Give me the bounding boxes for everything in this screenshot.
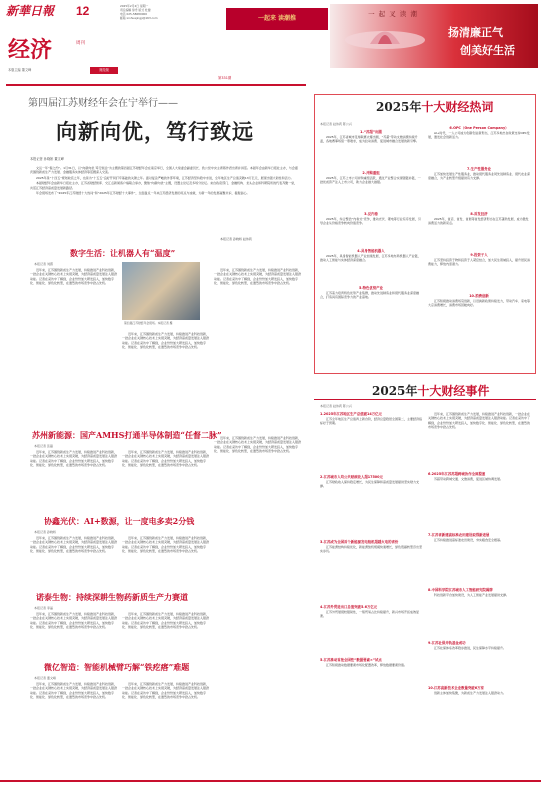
- page-number: 12: [76, 4, 90, 18]
- issue-number: 第331期: [218, 76, 232, 80]
- event-text: 江苏外贸展现较强韧性，一般贸易占比持续提升，新兴市场开拓成效显著。: [320, 610, 420, 619]
- hot-words-byline: 本报记者 赵伟莉 陈公兴: [320, 122, 352, 126]
- hot-word-text: 2025年，首店、首发、首展等首发经济形态在江苏蓬勃发展，成为激发消费活力的新亮点。: [428, 217, 529, 226]
- banner-slogan-1: 扬清廉正气: [448, 26, 503, 39]
- event-title: 10.江苏高新技术企业数量突破6万家: [428, 686, 484, 690]
- footer-rule: [0, 780, 541, 782]
- article-body: 近年来，江苏围绕新质生产力发展，持续推进产业科技创新，一批企业在关键核心技术上实现突破，为经济高质量发展注入强劲动能。记者在采访中了解到，企业纷纷加大研发投入，加快数字化、智能化、绿色化转型，在激烈的市场竞争中抢占先机。: [30, 268, 118, 286]
- hot-word-text: 2025年，江苏省城市足球联赛火爆出圈，“苏超”带动文旅消费持续升温，各地赛事场馆一票难求，成为拉动消费、促进城市融合发展的新引擎。: [320, 135, 420, 144]
- event-title: 7.江苏省新建高标准农田建设取得新进展: [428, 533, 490, 537]
- article-byline: 本报记者 董文峰: [34, 676, 56, 680]
- meta-line: 责任编辑 徐舟 版式 杜健: [120, 8, 151, 12]
- event-text: 江苏能源结构持续优化，新能源装机规模快速增长，绿色低碳转型迈出坚实步伐。: [320, 545, 422, 554]
- hot-word-text: 2025年，综合整治“内卷式”竞争，推动光伏、锂电等行业有序发展，引导企业从价格竞争转向价值竞争。: [320, 217, 421, 226]
- meta-line: 2025年2月2日 星期一: [120, 4, 149, 8]
- banner-title: 一 起 叉 读 潮: [368, 10, 418, 18]
- newspaper-logo: 新華日報: [6, 4, 55, 18]
- events-column-right: [428, 412, 530, 721]
- event-title: 9.江苏社保并轨基金成功: [428, 641, 466, 645]
- hot-word-title: 5.特色优势产业: [359, 286, 383, 290]
- paragraph: 本届财经年会由新华日报社主办，江苏省财经智库、交汇点新闻客户端联合承办，聚焦“向新向优”主题，设置主论坛及多场分论坛。来自政府部门、金融机构、龙头企业和科研院所的代表齐聚一堂，共话江苏经济高质量发展新路径。: [30, 181, 298, 190]
- hot-word-text: 江苏加快发展生产性服务业，推动现代服务业同先进制造业、现代农业深度融合，为产业转型升级提供有力支撑。: [428, 172, 530, 181]
- hot-word-text: 江苏积极推动消费场景创新，以旧换新政策持续发力，带动汽车、家电等大宗消费增长，消费市场回暖向好。: [428, 299, 530, 308]
- event-title: 2.江苏城市人均公共财政收入超17500元: [320, 475, 383, 479]
- article-body: 近年来，江苏围绕新质生产力发展，持续推进产业科技创新，一批企业在关键核心技术上实现突破，为经济高质量发展注入强劲动能。记者在采访中了解到，企业纷纷加大研发投入，加快数字化、智能化、绿色化转型，在激烈的市场竞争中抢占先机。: [122, 612, 210, 630]
- paragraph: 2025年是“十四五”规划收官之年，也是为“十五五”良好开局打牢基础的关键之年。面对复杂严峻的外部环境，江苏经济坚持稳中求进，全年地区生产总值突破13万亿元，展现出强大韧性和活力。: [36, 175, 294, 180]
- events-column-left: [320, 412, 422, 703]
- event-text: 江苏持续推进高标准农田建设，夯实粮食安全根基。: [434, 538, 504, 542]
- lead-signature: 本报记者 孙晓娇 赵伟莉: [220, 237, 252, 241]
- article-byline: 本报记者 刘霞: [34, 262, 53, 266]
- paragraph: 年会现场发布了“2025年江苏财经十大热词”和“2025年江苏财经十大事件”，全面盘点一年来江苏经济发展的亮点与成就，为新一年的发展凝聚共识、提振信心。: [36, 191, 250, 196]
- article-headline: 协鑫光伏：AI+数源，让一度电多卖2分钱: [44, 516, 195, 526]
- hot-words-title: 十大财经热词: [421, 100, 494, 114]
- article-body: 近年来，江苏围绕新质生产力发展，持续推进产业科技创新，一批企业在关键核心技术上实现突破，为经济高质量发展注入强劲动能。记者在采访中了解到，企业纷纷加大研发投入，加快数字化、智能化、绿色化转型，在激烈的市场竞争中抢占先机。: [30, 682, 118, 700]
- article-body: 近年来，江苏围绕新质生产力发展，持续推进产业科技创新，一批企业在关键核心技术上实现突破，为经济高质量发展注入强劲动能。记者在采访中了解到，企业纷纷加大研发投入，加快数字化、智能化、绿色化转型，在激烈的市场竞争中抢占先机。: [214, 268, 302, 286]
- article-byline: 本报记者 孙晓娇: [34, 530, 56, 534]
- lead-kicker: 第四届江苏财经年会在宁举行——: [28, 98, 178, 109]
- masthead-slogan: 一起来 读潮推: [226, 8, 328, 30]
- hot-word-title: 3.反内卷: [364, 212, 378, 216]
- section-column-badge: 财经版: [90, 67, 118, 74]
- hot-word-title: 7.生产性服务业: [467, 167, 491, 171]
- hot-word-title: 6.OPC（One Person Company）: [449, 126, 509, 130]
- article-photo: [122, 262, 200, 320]
- hot-word-text: 江苏着力培育特色优势产业集群，推动先进制造业和现代服务业深度融合，打造具有国际竞争力的产业高地。: [320, 291, 420, 300]
- lead-body: [30, 166, 298, 196]
- article-body: 近年来，江苏围绕新质生产力发展，持续推进产业科技创新，一批企业在关键核心技术上实现突破，为经济高质量发展注入强劲动能。记者在采访中了解到，企业纷纷加大研发投入，加快数字化、智能化、绿色化转型，在激烈的市场竞争中抢占先机。: [122, 332, 210, 350]
- hot-words-year: 2025年: [376, 100, 422, 114]
- event-text: 创新主体加快集聚，为新质生产力发展注入强劲动力。: [434, 691, 507, 695]
- article-body: 近年来，江苏围绕新质生产力发展，持续推进产业科技创新，一批企业在关键核心技术上实现突破，为经济高质量发展注入强劲动能。记者在采访中了解到，企业纷纷加大研发投入，加快数字化、智能化、绿色化转型，在激烈的市场竞争中抢占先机。: [214, 436, 302, 454]
- hot-words-column-left: [320, 130, 422, 331]
- hot-word-text: 2025年，江苏上市公司并购重组活跃，通过产业整合实现强链补链，一批优质资产注入上市公司，助力企业做大做强。: [320, 176, 421, 185]
- hot-word-title: 8.首发经济: [470, 212, 488, 216]
- paragraph: 文运一年“春之约”。1月31日，以“向新向优 笃行致远”为主题的第四届江苏财经年会在南京举行，全国人大常委会副委员长、致公党中央主席蒋作君出席并讲话。本届年会由新华日报社主办，与会嘉宾围绕新质生产力发展、金融服务实体经济等话题深入交流。: [30, 166, 298, 175]
- hot-word-title: 2.并购重组: [362, 171, 380, 175]
- event-title: 5.江苏推动首批全国性“数据要素×”试点: [320, 658, 382, 662]
- event-text: 近年来，江苏围绕新质生产力发展，持续推进产业科技创新，一批企业在关键核心技术上实现突破，为经济高质量发展注入强劲动能。记者在采访中了解到，企业纷纷加大研发投入，加快数字化、智能化、绿色化转型，在激烈的市场竞争中抢占先机。: [428, 412, 530, 430]
- hot-words-heading: [376, 100, 493, 114]
- hot-word-title: 10.消费创新: [469, 294, 489, 298]
- meta-line: 电话 025-58680000: [120, 12, 148, 16]
- article-headline: 微亿智造：智能机械臂巧解“铁疙瘩”难题: [44, 662, 190, 672]
- lead-headline: 向新向优，笃行致远: [56, 119, 254, 144]
- hot-word-text: 江苏坚持投资于物和投资于人紧密结合，加大民生领域投入，提升居民消费能力，释放内需潜力。: [428, 258, 530, 267]
- events-title: 十大财经事件: [417, 384, 490, 398]
- meta-line: 邮箱 xinhuajingji@163.com: [120, 16, 158, 20]
- event-title: 6.2025年江苏苏超跨城协作全面提速: [428, 472, 486, 476]
- event-text: 江苏全年地区生产总值再上新台阶，经济总量稳居全国第二，主要经济指标好于预期。: [320, 417, 422, 426]
- events-year: 2025年: [372, 384, 418, 398]
- section-week-label: 周刊: [76, 41, 85, 46]
- event-text: 江苏社保体系改革稳步推进，民生保障水平持续提升。: [434, 646, 507, 650]
- masthead-meta: [120, 4, 192, 20]
- lotus-icon: [340, 14, 430, 60]
- article-headline: 诺泰生物：持续深耕生物药新质生产力赛道: [36, 592, 188, 602]
- event-title: 1.2025年江苏地区生产总值破14万亿元: [320, 412, 382, 416]
- article-byline: 本报记者 李晶: [34, 606, 53, 610]
- article-body: 近年来，江苏围绕新质生产力发展，持续推进产业科技创新，一批企业在关键核心技术上实现突破，为经济高质量发展注入强劲动能。记者在采访中了解到，企业纷纷加大研发投入，加快数字化、智能化、绿色化转型，在激烈的市场竞争中抢占先机。: [30, 612, 118, 630]
- section-title: 经济: [8, 37, 53, 63]
- event-text: 江苏积极推动数据要素市场化配置改革，释放数据要素价值。: [326, 663, 408, 667]
- photo-caption: 第四届江苏财经年会现场。本报记者 摄: [124, 321, 173, 325]
- article-byline: 本报记者 张磊: [34, 444, 53, 448]
- section-divider: [6, 84, 306, 86]
- hot-words-column-right: [428, 126, 530, 335]
- events-byline: 本报记者 赵伟莉 陈公兴: [320, 404, 352, 408]
- event-text: 苏超带动跨城交通、文旅消费，促进区域协调发展。: [434, 477, 504, 481]
- article-headline: 数字生活：让机器人有“温度”: [70, 248, 176, 258]
- hot-word-title: 4.具身智能机器人: [357, 249, 385, 253]
- article-body: 近年来，江苏围绕新质生产力发展，持续推进产业科技创新，一批企业在关键核心技术上实现突破，为经济高质量发展注入强劲动能。记者在采访中了解到，企业纷纷加大研发投入，加快数字化、智能化、绿色化转型，在激烈的市场竞争中抢占先机。: [30, 536, 118, 554]
- event-text: 科技创新平台加快建设，为人工智能产业发展提供支撑。: [434, 593, 510, 597]
- article-body: 近年来，江苏围绕新质生产力发展，持续推进产业科技创新，一批企业在关键核心技术上实现突破，为经济高质量发展注入强劲动能。记者在采访中了解到，企业纷纷加大研发投入，加快数字化、智能化、绿色化转型，在激烈的市场竞争中抢占先机。: [122, 536, 210, 554]
- article-headline: 苏州新能源：国产AMHS打通半导体制造“任督二脉”: [32, 430, 222, 440]
- hot-word-text: 2025年，具身智能机器人产业加速发展，江苏多地布局机器人产业链，推动人工智能与实体经济深度融合。: [320, 254, 421, 263]
- events-heading: [372, 384, 489, 398]
- banner-slogan-2: 创美好生活: [460, 44, 515, 57]
- event-title: 8.中国科学院江苏城市人工智能研究院揭牌: [428, 588, 493, 592]
- article-body: 近年来，江苏围绕新质生产力发展，持续推进产业科技创新，一批企业在关键核心技术上实现突破，为经济高质量发展注入强劲动能。记者在采访中了解到，企业纷纷加大研发投入，加快数字化、智能化、绿色化转型，在激烈的市场竞争中抢占先机。: [122, 450, 210, 468]
- article-body: 近年来，江苏围绕新质生产力发展，持续推进产业科技创新，一批企业在关键核心技术上实现突破，为经济高质量发展注入强劲动能。记者在采访中了解到，企业纷纷加大研发投入，加快数字化、智能化、绿色化转型，在激烈的市场竞争中抢占先机。: [30, 450, 118, 468]
- lead-author: 本报记者 孙晓娇 董文峰: [30, 157, 64, 161]
- article-body: 近年来，江苏围绕新质生产力发展，持续推进产业科技创新，一批企业在关键核心技术上实现突破，为经济高质量发展注入强劲动能。记者在采访中了解到，企业纷纷加大研发投入，加快数字化、智能化、绿色化转型，在激烈的市场竞争中抢占先机。: [122, 682, 210, 700]
- hot-word-text: AI+时代，一人公司成为创新创业新形态，江苏多地出台政策支持OPC发展，激发社会创新活力。: [428, 131, 530, 140]
- event-text: 江苏财政收入保持稳定增长，为民生保障和高质量发展提供坚实财力支撑。: [320, 480, 420, 489]
- section-editor: 本版主编 董文峰: [8, 68, 32, 72]
- hot-word-title: 9.投资于人: [470, 253, 488, 257]
- events-divider: [314, 399, 536, 400]
- event-title: 3.江苏成为全国首个新能源发电装机超越火电的省份: [320, 540, 399, 544]
- event-title: 4.江苏外贸进出口总值突破5.6万亿元: [320, 605, 378, 609]
- hot-word-title: 1.“苏超”出圈: [360, 130, 382, 134]
